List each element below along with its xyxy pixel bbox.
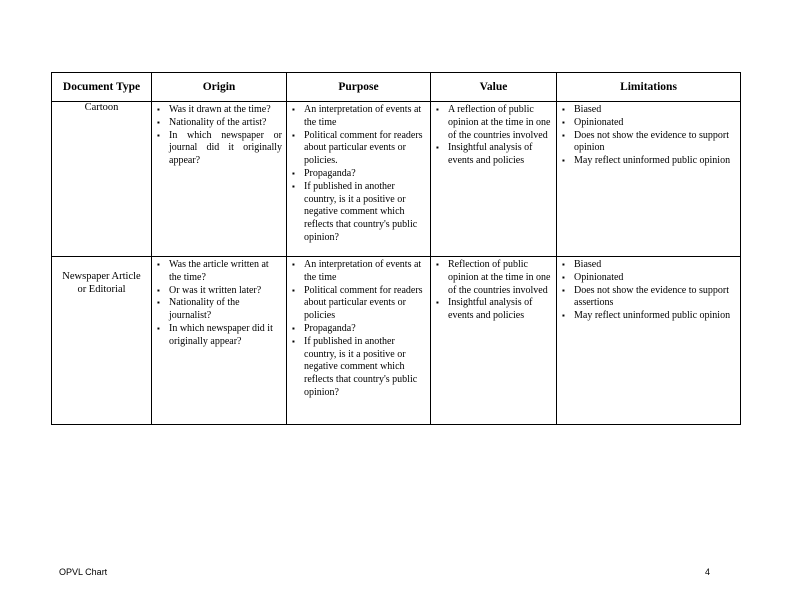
cell-document-type bbox=[52, 257, 152, 425]
header-limitations: Limitations bbox=[557, 73, 741, 102]
limitations-list bbox=[557, 104, 740, 168]
list-item: ▪ Or was it written later? bbox=[169, 285, 282, 298]
list-item: ▪ Does not show the evidence to support assertions bbox=[574, 285, 736, 311]
list-item: ▪ Propaganda? bbox=[304, 168, 426, 181]
cell-limitations bbox=[557, 257, 741, 425]
list-item: ▪ Political comment for readers about particular events or policies bbox=[304, 285, 426, 323]
cell-origin bbox=[152, 257, 287, 425]
cell-purpose bbox=[287, 102, 431, 257]
list-item: ▪ An interpretation of events at the time bbox=[304, 104, 426, 130]
list-item: ▪ A reflection of public opinion at the time in one of the countries involved bbox=[448, 104, 552, 142]
value-list bbox=[431, 259, 556, 323]
origin-list bbox=[152, 259, 286, 349]
list-item: ▪ Insightful analysis of events and policies bbox=[448, 297, 552, 323]
list-item: ▪ Was the article written at the time? bbox=[169, 259, 282, 285]
list-item: ▪ May reflect uninformed public opinion bbox=[574, 155, 736, 168]
table-row bbox=[52, 257, 741, 425]
cell-document-type bbox=[52, 102, 152, 257]
limitations-list bbox=[557, 259, 740, 323]
list-item: ▪ Reflection of public opinion at the time in one of the countries involved bbox=[448, 259, 552, 297]
origin-list bbox=[152, 104, 286, 168]
cell-origin bbox=[152, 102, 287, 257]
document-type-label: Newspaper Article bbox=[62, 271, 141, 282]
list-item: ▪ If published in another country, is it a positive or negative comment which reflects that country's public opinion? bbox=[304, 181, 426, 245]
list-item: ▪ In which newspaper or journal did it originally appear? bbox=[169, 130, 282, 168]
opvl-table bbox=[51, 72, 741, 425]
page-number: 4 bbox=[705, 567, 711, 577]
list-item: ▪ Nationality of the journalist? bbox=[169, 297, 282, 323]
table-row bbox=[52, 102, 741, 257]
value-list bbox=[431, 104, 556, 168]
list-item: ▪ Insightful analysis of events and policies bbox=[448, 142, 552, 168]
list-item: ▪ Opinionated bbox=[574, 117, 736, 130]
list-item: ▪ May reflect uninformed public opinion bbox=[574, 310, 736, 323]
purpose-list bbox=[287, 104, 430, 245]
header-origin: Origin bbox=[152, 73, 287, 102]
document-type-label: or Editorial bbox=[77, 283, 126, 295]
header-value: Value bbox=[431, 73, 557, 102]
list-item: ▪ If published in another country, is it a positive or negative comment which reflects that country's public opinion? bbox=[304, 336, 426, 400]
header-purpose: Purpose bbox=[287, 73, 431, 102]
list-item: ▪ Nationality of the artist? bbox=[169, 117, 282, 130]
purpose-list bbox=[287, 259, 430, 400]
list-item: ▪ Opinionated bbox=[574, 272, 736, 285]
footer-title: OPVL Chart bbox=[59, 567, 108, 577]
list-item: ▪ Does not show the evidence to support opinion bbox=[574, 130, 736, 156]
cell-value bbox=[431, 257, 557, 425]
list-item: ▪ Propaganda? bbox=[304, 323, 426, 336]
header-document-type: Document Type bbox=[52, 73, 152, 102]
cell-value bbox=[431, 102, 557, 257]
list-item: ▪ An interpretation of events at the time bbox=[304, 259, 426, 285]
cell-limitations bbox=[557, 102, 741, 257]
list-item: ▪ Biased bbox=[574, 259, 736, 272]
list-item: ▪ Was it drawn at the time? bbox=[169, 104, 282, 117]
list-item: ▪ Biased bbox=[574, 104, 736, 117]
list-item: ▪ Political comment for readers about particular events or policies. bbox=[304, 130, 426, 168]
list-item: ▪ In which newspaper did it originally appear? bbox=[169, 323, 282, 349]
header-row bbox=[52, 73, 741, 102]
cell-purpose bbox=[287, 257, 431, 425]
document-type-label: Cartoon bbox=[84, 102, 119, 113]
